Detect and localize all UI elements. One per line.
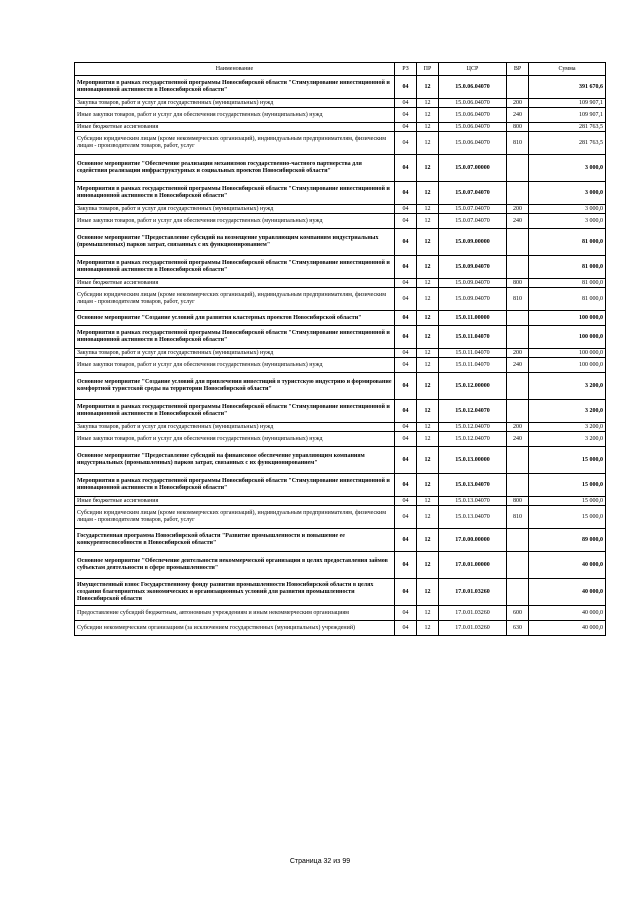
cell-sum: 15 000,0	[529, 474, 606, 497]
cell-sum: 3 200,0	[529, 373, 606, 400]
cell-vr: 200	[507, 205, 529, 214]
cell-rz: 04	[395, 474, 417, 497]
cell-rz: 04	[395, 358, 417, 373]
cell-pr: 12	[417, 621, 439, 636]
cell-pr: 12	[417, 288, 439, 311]
cell-csr: 15.0.11.04070	[439, 326, 507, 349]
table-row	[75, 552, 606, 579]
cell-rz: 04	[395, 214, 417, 229]
cell-csr: 15.0.13.04070	[439, 506, 507, 529]
cell-name: Мероприятия в рамках государственной программы Новосибирской области "Стимулирование инвестиционной и инновационной активности в Новосибирской области"	[75, 256, 395, 279]
cell-rz: 04	[395, 552, 417, 579]
cell-pr: 12	[417, 579, 439, 606]
cell-rz: 04	[395, 423, 417, 432]
cell-sum: 15 000,0	[529, 497, 606, 506]
cell-csr: 15.0.06.04070	[439, 123, 507, 132]
cell-name: Государственная программа Новосибирской области "Развитие промышленности и повышение ее конкурентоспособности в Новосибирской области"	[75, 529, 395, 552]
cell-vr	[507, 400, 529, 423]
cell-csr: 17.0.01.00000	[439, 552, 507, 579]
cell-pr: 12	[417, 326, 439, 349]
cell-pr: 12	[417, 552, 439, 579]
cell-name: Закупка товаров, работ и услуг для государственных (муниципальных) нужд	[75, 423, 395, 432]
cell-rz: 04	[395, 606, 417, 621]
table-header-row	[75, 63, 606, 76]
cell-name: Мероприятия в рамках государственной программы Новосибирской области "Стимулирование инвестиционной и инновационной активности в Новосибирской области"	[75, 182, 395, 205]
cell-name: Основное мероприятие "Создание условий для привлечения инвестиций в туристскую индустрию и формирование комфортной туристской среды на территории Новосибирской области"	[75, 373, 395, 400]
budget-table	[74, 62, 606, 636]
budget-table-container	[74, 62, 605, 636]
cell-pr: 12	[417, 506, 439, 529]
table-row	[75, 182, 606, 205]
cell-sum: 100 000,0	[529, 358, 606, 373]
cell-sum: 391 670,6	[529, 76, 606, 99]
cell-name: Иные закупки товаров, работ и услуг для обеспечения государственных (муниципальных) нужд	[75, 108, 395, 123]
cell-name: Мероприятия в рамках государственной программы Новосибирской области "Стимулирование инвестиционной и инновационной активности в Новосибирской области"	[75, 76, 395, 99]
cell-sum: 3 200,0	[529, 432, 606, 447]
cell-pr: 12	[417, 205, 439, 214]
cell-name: Субсидии юридическим лицам (кроме некоммерческих организаций), индивидуальным предпринимателям, физическим лицам - производителям товаров, работ, услуг	[75, 506, 395, 529]
cell-sum: 100 000,0	[529, 311, 606, 326]
cell-rz: 04	[395, 311, 417, 326]
cell-pr: 12	[417, 423, 439, 432]
cell-vr	[507, 529, 529, 552]
cell-sum: 281 763,5	[529, 132, 606, 155]
cell-csr: 15.0.09.04070	[439, 288, 507, 311]
cell-rz: 04	[395, 621, 417, 636]
page-number: Страница 32 из 99	[289, 858, 351, 865]
cell-csr: 15.0.06.04070	[439, 132, 507, 155]
cell-pr: 12	[417, 76, 439, 99]
table-row	[75, 326, 606, 349]
cell-rz: 04	[395, 99, 417, 108]
cell-rz: 04	[395, 229, 417, 256]
cell-rz: 04	[395, 447, 417, 474]
cell-rz: 04	[395, 400, 417, 423]
table-row	[75, 373, 606, 400]
cell-csr: 15.0.12.04070	[439, 400, 507, 423]
table-row	[75, 311, 606, 326]
cell-rz: 04	[395, 349, 417, 358]
cell-name: Закупка товаров, работ и услуг для государственных (муниципальных) нужд	[75, 99, 395, 108]
cell-pr: 12	[417, 256, 439, 279]
cell-sum: 3 200,0	[529, 423, 606, 432]
cell-csr: 15.0.11.04070	[439, 358, 507, 373]
cell-pr: 12	[417, 155, 439, 182]
cell-rz: 04	[395, 288, 417, 311]
cell-vr: 810	[507, 506, 529, 529]
cell-csr: 15.0.07.04070	[439, 205, 507, 214]
cell-pr: 12	[417, 182, 439, 205]
cell-name: Основное мероприятие "Предоставление субсидий на финансовое обеспечение управляющим компаниям индустриальных (промышленных) парков затрат, связанных с их функционированием"	[75, 447, 395, 474]
cell-name: Субсидии некоммерческим организациям (за исключением государственных (муниципальных) учреждений)	[75, 621, 395, 636]
cell-vr	[507, 256, 529, 279]
cell-vr	[507, 474, 529, 497]
cell-sum: 109 907,1	[529, 108, 606, 123]
cell-sum: 3 000,0	[529, 155, 606, 182]
cell-vr: 200	[507, 349, 529, 358]
cell-vr	[507, 579, 529, 606]
cell-sum: 3 200,0	[529, 400, 606, 423]
header-csr: ЦСР	[439, 63, 507, 76]
cell-rz: 04	[395, 132, 417, 155]
table-row	[75, 400, 606, 423]
cell-rz: 04	[395, 256, 417, 279]
cell-csr: 15.0.06.04070	[439, 76, 507, 99]
cell-sum: 89 000,0	[529, 529, 606, 552]
cell-name: Имущественный взнос Государственному фонду развития промышленности Новосибирской области в целях создания благоприятных экономических и организационных условий для развития промышленности Новосибирской области	[75, 579, 395, 606]
cell-sum: 40 000,0	[529, 579, 606, 606]
cell-name: Иные бюджетные ассигнования	[75, 497, 395, 506]
cell-name: Закупка товаров, работ и услуг для государственных (муниципальных) нужд	[75, 349, 395, 358]
cell-sum: 40 000,0	[529, 621, 606, 636]
cell-vr	[507, 447, 529, 474]
table-row	[75, 423, 606, 432]
table-row	[75, 76, 606, 99]
table-row	[75, 497, 606, 506]
cell-name: Иные закупки товаров, работ и услуг для обеспечения государственных (муниципальных) нужд	[75, 358, 395, 373]
cell-sum: 15 000,0	[529, 447, 606, 474]
cell-sum: 40 000,0	[529, 606, 606, 621]
cell-csr: 17.0.01.03260	[439, 621, 507, 636]
cell-csr: 15.0.11.00000	[439, 311, 507, 326]
cell-name: Основное мероприятие "Создание условий для развития кластерных проектов Новосибирской области"	[75, 311, 395, 326]
cell-vr	[507, 326, 529, 349]
cell-vr: 240	[507, 108, 529, 123]
cell-vr: 630	[507, 621, 529, 636]
cell-pr: 12	[417, 358, 439, 373]
cell-csr: 15.0.13.04070	[439, 474, 507, 497]
cell-rz: 04	[395, 506, 417, 529]
cell-pr: 12	[417, 311, 439, 326]
cell-rz: 04	[395, 182, 417, 205]
table-row	[75, 155, 606, 182]
cell-name: Закупка товаров, работ и услуг для государственных (муниципальных) нужд	[75, 205, 395, 214]
table-row	[75, 132, 606, 155]
cell-csr: 15.0.12.04070	[439, 423, 507, 432]
table-row	[75, 506, 606, 529]
cell-pr: 12	[417, 132, 439, 155]
cell-name: Иные бюджетные ассигнования	[75, 123, 395, 132]
cell-vr: 800	[507, 497, 529, 506]
cell-rz: 04	[395, 432, 417, 447]
cell-csr: 15.0.06.04070	[439, 108, 507, 123]
cell-vr	[507, 311, 529, 326]
cell-vr: 240	[507, 214, 529, 229]
table-row	[75, 214, 606, 229]
cell-sum: 100 000,0	[529, 326, 606, 349]
cell-csr: 17.0.01.03260	[439, 606, 507, 621]
cell-name: Мероприятия в рамках государственной программы Новосибирской области "Стимулирование инвестиционной и инновационной активности в Новосибирской области"	[75, 474, 395, 497]
table-row	[75, 474, 606, 497]
cell-csr: 15.0.12.00000	[439, 373, 507, 400]
cell-pr: 12	[417, 108, 439, 123]
cell-pr: 12	[417, 606, 439, 621]
cell-pr: 12	[417, 400, 439, 423]
cell-rz: 04	[395, 76, 417, 99]
cell-name: Мероприятия в рамках государственной программы Новосибирской области "Стимулирование инвестиционной и инновационной активности в Новосибирской области"	[75, 326, 395, 349]
table-row	[75, 349, 606, 358]
cell-vr	[507, 552, 529, 579]
cell-pr: 12	[417, 123, 439, 132]
cell-name: Основное мероприятие "Обеспечение деятельности некоммерческой организации в целях предоставления займов субъектам деятельности в сфере промышленности"	[75, 552, 395, 579]
header-pr: ПР	[417, 63, 439, 76]
cell-vr	[507, 182, 529, 205]
cell-csr: 17.0.01.03260	[439, 579, 507, 606]
header-rz: РЗ	[395, 63, 417, 76]
cell-sum: 281 763,5	[529, 123, 606, 132]
cell-csr: 15.0.09.04070	[439, 279, 507, 288]
cell-csr: 15.0.06.04070	[439, 99, 507, 108]
cell-rz: 04	[395, 373, 417, 400]
cell-rz: 04	[395, 326, 417, 349]
cell-sum: 3 000,0	[529, 182, 606, 205]
cell-sum: 15 000,0	[529, 506, 606, 529]
cell-pr: 12	[417, 214, 439, 229]
cell-csr: 15.0.11.04070	[439, 349, 507, 358]
table-body	[75, 76, 606, 636]
cell-sum: 3 000,0	[529, 205, 606, 214]
cell-name: Основное мероприятие "Предоставление субсидий на возмещение управляющим компаниям индустриальных (промышленных) парков затрат, связанных с их функционированием"	[75, 229, 395, 256]
cell-name: Субсидии юридическим лицам (кроме некоммерческих организаций), индивидуальным предпринимателям, физическим лицам - производителям товаров, работ, услуг	[75, 288, 395, 311]
cell-vr: 810	[507, 132, 529, 155]
cell-vr: 600	[507, 606, 529, 621]
cell-vr: 810	[507, 288, 529, 311]
cell-name: Иные закупки товаров, работ и услуг для обеспечения государственных (муниципальных) нужд	[75, 432, 395, 447]
cell-pr: 12	[417, 529, 439, 552]
cell-rz: 04	[395, 497, 417, 506]
table-row	[75, 256, 606, 279]
cell-sum: 81 000,0	[529, 279, 606, 288]
cell-pr: 12	[417, 99, 439, 108]
table-row	[75, 205, 606, 214]
cell-sum: 81 000,0	[529, 256, 606, 279]
cell-vr	[507, 76, 529, 99]
cell-vr: 800	[507, 123, 529, 132]
cell-csr: 15.0.07.04070	[439, 214, 507, 229]
cell-name: Предоставление субсидий бюджетным, автономным учреждениям и иным некоммерческим организациям	[75, 606, 395, 621]
cell-name: Субсидии юридическим лицам (кроме некоммерческих организаций), индивидуальным предпринимателям, физическим лицам - производителям товаров, работ, услуг	[75, 132, 395, 155]
cell-sum: 109 907,1	[529, 99, 606, 108]
cell-sum: 3 000,0	[529, 214, 606, 229]
cell-pr: 12	[417, 373, 439, 400]
cell-vr: 240	[507, 432, 529, 447]
cell-vr	[507, 155, 529, 182]
header-name: Наименование	[75, 63, 395, 76]
cell-sum: 100 000,0	[529, 349, 606, 358]
cell-sum: 40 000,0	[529, 552, 606, 579]
cell-name: Иные закупки товаров, работ и услуг для обеспечения государственных (муниципальных) нужд	[75, 214, 395, 229]
table-row	[75, 621, 606, 636]
cell-vr: 200	[507, 99, 529, 108]
cell-pr: 12	[417, 279, 439, 288]
cell-csr: 15.0.09.00000	[439, 229, 507, 256]
cell-csr: 15.0.07.04070	[439, 182, 507, 205]
cell-rz: 04	[395, 579, 417, 606]
table-row	[75, 229, 606, 256]
cell-sum: 81 000,0	[529, 229, 606, 256]
cell-csr: 15.0.07.00000	[439, 155, 507, 182]
cell-sum: 81 000,0	[529, 288, 606, 311]
cell-csr: 17.0.00.00000	[439, 529, 507, 552]
cell-csr: 15.0.13.00000	[439, 447, 507, 474]
table-row	[75, 579, 606, 606]
cell-pr: 12	[417, 474, 439, 497]
header-vr: ВР	[507, 63, 529, 76]
cell-pr: 12	[417, 447, 439, 474]
cell-vr: 800	[507, 279, 529, 288]
cell-rz: 04	[395, 155, 417, 182]
cell-pr: 12	[417, 497, 439, 506]
cell-rz: 04	[395, 279, 417, 288]
cell-rz: 04	[395, 205, 417, 214]
cell-vr: 200	[507, 423, 529, 432]
cell-name: Основное мероприятие "Обеспечение реализации механизмов государственно-частного партнерства для содействия реализации инфраструктурных и социальных проектов Новосибирской области"	[75, 155, 395, 182]
cell-vr: 240	[507, 358, 529, 373]
cell-rz: 04	[395, 123, 417, 132]
table-row	[75, 432, 606, 447]
cell-pr: 12	[417, 349, 439, 358]
table-row	[75, 99, 606, 108]
cell-name: Иные бюджетные ассигнования	[75, 279, 395, 288]
cell-csr: 15.0.12.04070	[439, 432, 507, 447]
cell-name: Мероприятия в рамках государственной программы Новосибирской области "Стимулирование инвестиционной и инновационной активности в Новосибирской области"	[75, 400, 395, 423]
cell-rz: 04	[395, 108, 417, 123]
table-row	[75, 358, 606, 373]
table-row	[75, 529, 606, 552]
header-sum: Сумма	[529, 63, 606, 76]
cell-pr: 12	[417, 229, 439, 256]
cell-vr	[507, 229, 529, 256]
table-row	[75, 288, 606, 311]
table-row	[75, 108, 606, 123]
table-row	[75, 606, 606, 621]
cell-rz: 04	[395, 529, 417, 552]
table-row	[75, 279, 606, 288]
table-row	[75, 447, 606, 474]
cell-csr: 15.0.13.04070	[439, 497, 507, 506]
cell-vr	[507, 373, 529, 400]
table-row	[75, 123, 606, 132]
cell-pr: 12	[417, 432, 439, 447]
cell-csr: 15.0.09.04070	[439, 256, 507, 279]
